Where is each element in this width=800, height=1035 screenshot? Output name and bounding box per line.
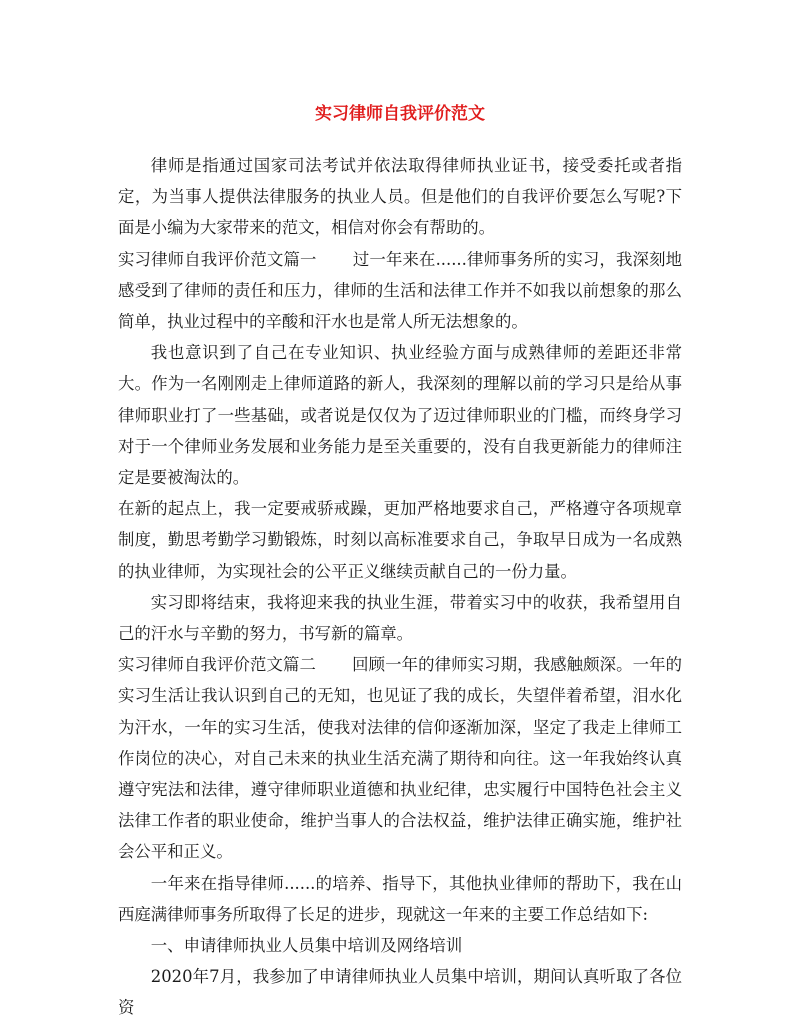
sample-two-text: 回顾一年的律师实习期，我感触颇深。一年的实习生活让我认识到自己的无知，也见证了我的成长，失望伴着希望，泪水化为汗水，一年的实习生活，使我对法律的信仰逐渐加深，坚定了我走上律师工作岗位的决心，对自己未来的执业生活充满了期待和向往。这一年我始终认真遵守宪法和法律，遵守律师职业道德和执业纪律，忠实履行中国特色社会主义法律工作者的职业使命，维护当事人的合法权益，维护法律正确实施，维护社会公平和正义。 (118, 655, 683, 862)
training-paragraph: 2020年7月，我参加了申请律师执业人员集中培训，期间认真听取了各位资 (118, 967, 682, 1018)
sample-one-paragraph (118, 244, 682, 338)
awareness-paragraph: 我也意识到了自己在专业知识、执业经验方面与成熟律师的差距还非常大。作为一名刚刚走上律师道路的新人，我深刻的理解以前的学习只是给从事律师职业打了一些基础，或者说是仅仅为了迈过律师职业的门槛，而终身学习对于一个律师业务发展和业务能力是至关重要的，没有自我更新能力的律师注定是要被淘汰的。 (118, 343, 682, 488)
intro-paragraph: 律师是指通过国家司法考试并依法取得律师执业证书，接受委托或者指定，为当事人提供法律服务的执业人员。但是他们的自我评价要怎么写呢?下面是小编为大家带来的范文，相信对你会有帮助的。 (118, 156, 682, 238)
ending-paragraph: 实习即将结束，我将迎来我的执业生涯，带着实习中的收获，我希望用自己的汗水与辛勤的努力，书写新的篇章。 (118, 592, 682, 644)
sample-one-text: 过一年来在......律师事务所的实习，我深刻地感受到了律师的责任和压力，律师的生活和法律工作并不如我以前想象的那么简单，执业过程中的辛酸和汗水也是常人所无法想象的。 (118, 249, 683, 332)
section-one-heading: 一、申请律师执业人员集中培训及网络培训 (150, 936, 463, 956)
sample-one-heading: 实习律师自我评价范文篇一 (118, 249, 317, 269)
guidance-paragraph: 一年来在指导律师......的培养、指导下，其他执业律师的帮助下，我在山西庭满律师事务所取得了长足的进步，现就这一年来的主要工作总结如下: (118, 873, 682, 924)
sample-two-heading: 实习律师自我评价范文篇二 (118, 655, 316, 675)
document-title: 实习律师自我评价范文 (315, 104, 485, 124)
sample-two-paragraph (118, 649, 682, 867)
new-start-paragraph: 在新的起点上，我一定要戒骄戒躁，更加严格地要求自己，严格遵守各项规章制度，勤思考勤学习勤锻炼，时刻以高标准要求自己，争取早日成为一名成熟的执业律师，为实现社会的公平正义继续贡献自己的一份力量。 (118, 499, 682, 581)
